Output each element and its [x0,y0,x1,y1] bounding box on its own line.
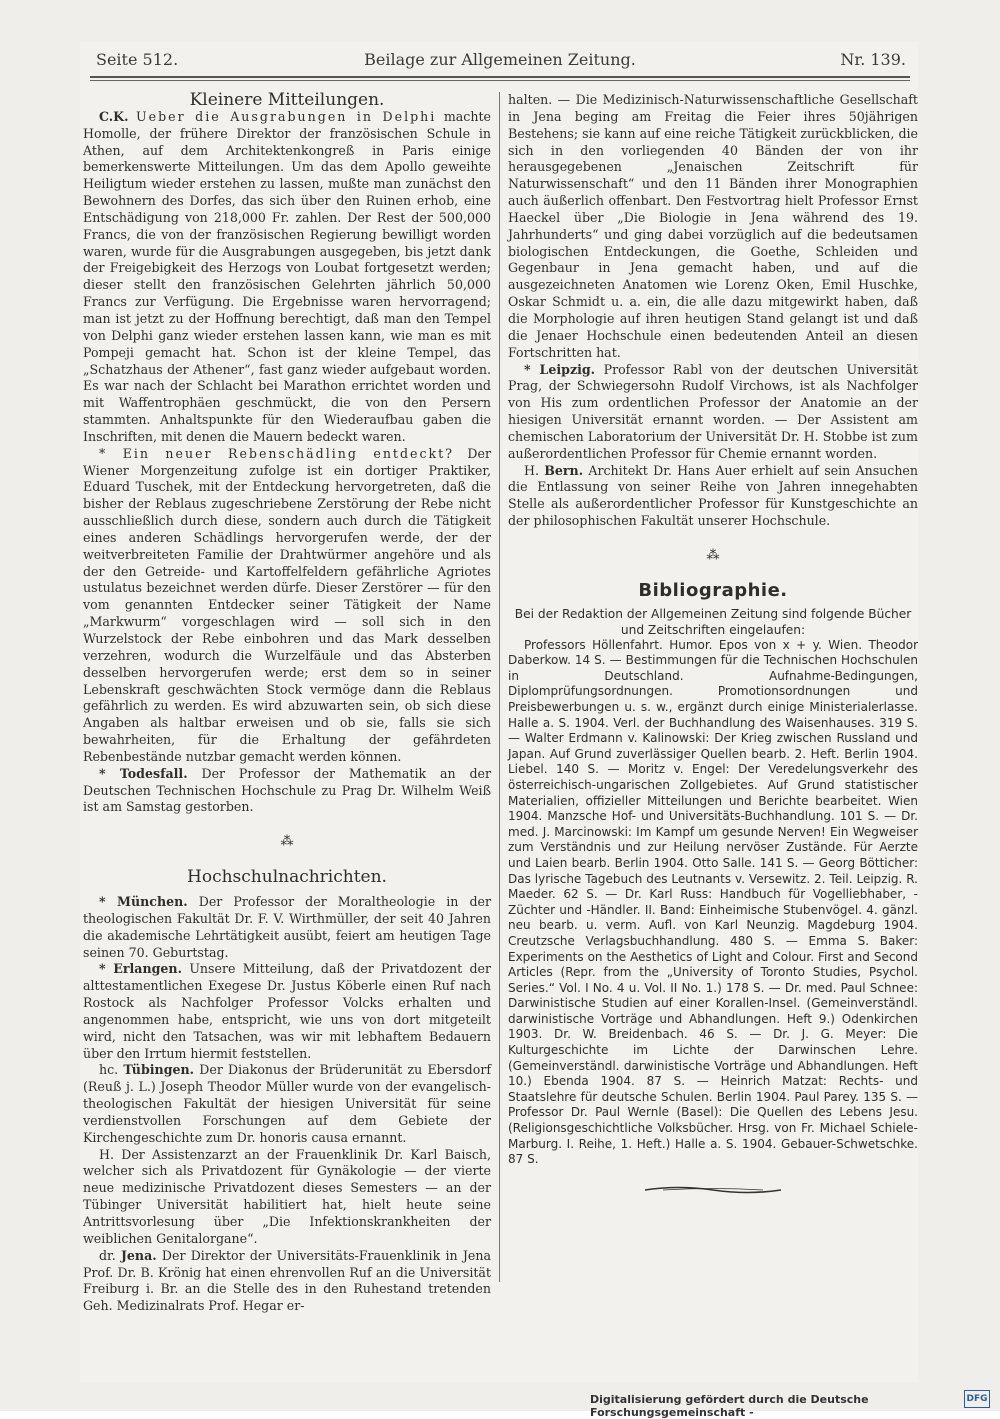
article-jena [83,1248,491,1315]
left-column [83,92,491,1315]
article-body: Der Wiener Morgenzeitung zufolge ist ein dortiger Praktiker, Eduard Tuschek, mit der Entdeckung hervorgetreten, daß die bisher der Reblaus zugeschriebene Zerstörung der Rebe nicht ausschließlich durch diese, sondern auch durch die Tätigkeit eines anderen Schädlings hervorgerufen werde, der der weitverbreiteten Familie der Drahtwürmer angehöre und als der den Getreide- und Kartoffelfeldern gefährliche Agriotes ustulatus bezeichnet werden dürfe. Dieser Zerstörer — für den vom genannten Entdecker seiner Tätigkeit der Name „Markwurm“ vorgeschlagen wird — soll sich in den Wurzelstock der Rebe einbohren und das Mark desselben verzehren, wodurch die Wurzelfäule und das Absterben desselben hervorgerufen werde; erst dem so in seiner Lebenskraft geschwächten Stock vermöge dann die Reblaus gefährlich zu werden. Es wird abzuwarten sein, ob sich diese Angaben als haltbar erweisen und ob sie, falls sie sich bewahrheiten, für die Erhaltung der gefährdeten Rebenbestände nutzbar gemacht werden können. [83,445,491,764]
article-erlangen [83,961,491,1062]
end-flourish-icon [643,1184,783,1196]
article-body: Architekt Dr. Hans Auer erhielt auf sein Ansuchen die Entlassung von seiner Reihe von Jahren innegehabten Stelle als außerordentlicher Professor für Kunstgeschichte an der philosophischen Fakultät unserer Hochschule. [508,462,918,529]
article-lead: * Todesfall. [99,765,188,781]
article-signature: C.K. [99,108,129,124]
article-signature: H. [524,462,539,478]
article-jena-continued: halten. — Die Medizinisch-Naturwissenschaftliche Gesellschaft in Jena beging am Freitag die Feier ihres 50jährigen Bestehens; sie kann auf eine reiche Tätigkeit zurückblicken, die sich in den vorliegenden 40 Bänden der von ihr herausgegebenen „Jenaischen Zeitschrift für Naturwissenschaft“ und den 11 Bänden ihrer Monographien auch äußerlich offenbart. Den Festvortrag hielt Professor Ernst Haeckel über „Die Biologie in Jena während des 19. Jahrhunderts“ und ging dabei vorzüglich auf die bedeutsamen biologischen Entdeckungen, die Goethe, Schleiden und Gegenbaur in Jena gemacht haben, und auf die ausgezeichneten Anatomen wie Lorenz Oken, Emil Huschke, Oskar Schmidt u. a. ein, die alle dazu mitgewirkt haben, daß die Morphologie auf ihren heutigen Stand gelangt ist und daß die Jenaer Hochschule einen bedeutenden Anteil an diesen Fortschritten hat. [508,92,918,360]
bibliographie-entries: Professors Höllenfahrt. Humor. Epos von x + y. Wien. Theodor Daberkow. 14 S. — Bestimmungen für die Technischen Hochschulen in Deutschland. Aufnahme-Bedingungen, Diplomprüfungsordnungen. Promotionsordnungen und Preisbewerbungen u. s. w., ergänzt durch einige Ministerialerlasse. Halle a. S. 1904. Verl. der Buchhandlung des Waisenhauses. 319 S. — Walter Erdmann v. Kalinowski: Der Krieg zwischen Russland und Japan. Auf Grund zuverlässiger Quellen bearb. 2. Heft. Berlin 1904. Liebel. 140 S. — Moritz v. Engel: Der Veredelungsverkehr des österreichisch-ungarischen Zollgebietes. Auf Grund statistischer Materialien, offizieller Mitteilungen und Berichte bearbeitet. Wien 1904. Manzsche Hof- und Universitäts-Buchhandlung. 101 S. — Dr. med. J. Marcinowski: Im Kampf um gesunde Nerven! Ein Wegweiser zum Verständnis und zur Heilung nervöser Zustände. Für Aerzte und Laien bearb. Berlin 1904. Otto Salle. 141 S. — Georg Bötticher: Das lyrische Tagebuch des Leutnants v. Versewitz. 2. Teil. Leipzig. R. Maeder. 62 S. — Dr. Karl Russ: Handbuch für Vogelliebhaber, -Züchter und -Händler. II. Band: Einheimische Stubenvögel. 4. gänzl. neu bearb. u. verm. Aufl. von Karl Neunzig. Magdeburg 1904. Creutzsche Verlagsbuchhandlung. 480 S. — Emma S. Baker: Experiments on the Aesthetics of Light and Colour. First and Second Articles (Repr. from the „University of Toronto Studies, Psychol. Series.“ Vol. I No. 4 u. Vol. II No. 1.) 178 S. — Dr. med. Paul Schnee: Darwinistische Studien auf einer Korallen-Insel. (Gemeinverständl. darwinistische Vorträge und Abhandlungen. Heft 9.) Odenkirchen 1903. Dr. W. Breidenbach. 46 S. — Dr. J. G. Meyer: Die Kulturgeschichte im Lichte der Darwinschen Lehre. (Gemeinverständl. darwinistische Vorträge und Abhandlungen. Heft 10.) Ebenda 1904. 87 S. — Heinrich Matzat: Rechts- und Staatslehre für deutsche Schulen. Berlin 1904. Paul Parey. 135 S. — Professor Dr. Paul Wernle (Basel): Die Quellen des Lebens Jesu. (Religionsgeschichtliche Volksbücher. Hrsg. von Fr. Michael Schiele-Marburg. I. Reihe, 1. Heft.) Halle a. S. 1904. Gebauer-Schwetschke. 87 S. [508,637,918,1167]
article-body: Der Professor der Moraltheologie in der theologischen Fakultät Dr. F. V. Wirthmüller, der seit 40 Jahren die akademische Lehrtätigkeit ausübt, feiert am heutigen Tage seinen 70. Geburtstag. [83,893,491,960]
article-tuebingen-1 [83,1062,491,1146]
right-column [508,92,918,1196]
article-reblaus [83,446,491,766]
column-divider [499,92,500,1282]
article-body: Professor Rabl von der deutschen Universität Prag, der Schwiegersohn Rudolf Virchows, ist als Nachfolger von His zum ordentlichen Professor der Anatomie an der hiesigen Universität ernannt worden. — Der Assistent am chemischen Laboratorium der Universität Dr. H. Stobbe ist zum außerordentlichen Professor für Chemie ernannt worden. [508,361,918,461]
article-signature: hc. [99,1062,119,1078]
article-body: Der Professor der Mathematik an der Deutschen Technischen Hochschule zu Prag Dr. Wilhelm Weiß ist am Samstag gestorben. [83,765,491,815]
article-signature: dr. [99,1247,116,1263]
article-bern [508,463,918,530]
article-body: Der Direktor der Universitäts-Frauenklinik in Jena Prof. Dr. B. Krönig hat einen ehrenvollen Ruf an die Universität Freiburg i. Br. an die Stelle des in den Ruhestand tretenden Geh. Medizinalrats Prof. Hegar er- [83,1247,491,1314]
article-lead: * Leipzig. [524,361,596,377]
article-lead: Bern. [544,462,584,478]
article-lead: * Erlangen. [99,961,182,977]
article-delphi [83,109,491,446]
bibliographie-intro: Bei der Redaktion der Allgemeinen Zeitung sind folgende Bücher und Zeitschriften eingelaufen: [514,606,912,637]
article-leipzig [508,362,918,463]
article-lead: Jena. [120,1247,157,1263]
article-tuebingen-2 [83,1147,491,1248]
article-body: machte Homolle, der frühere Direktor der französischen Schule in Athen, auf dem Architektenkongreß in Paris einige bemerkenswerte Mitteilungen. Um das dem Apollo geweihte Heiligtum wieder erstehen zu lassen, mußte man zunächst den Bewohnern des Dorfes, das sich über den Ruinen erhob, eine Entschädigung von 218,000 Fr. zahlen. Der Rest der 500,000 Francs, die von der französischen Regierung bewilligt worden waren, wurde für die Ausgrabungen ausgegeben, bis jetzt dank der Freigebigkeit des Herzogs von Loubat fortgesetzt werden; dieser stellt den französischen Gelehrten jährlich 50,000 Francs zur Verfügung. Die Ergebnisse waren hervorragend; man ist jetzt zu der Hoffnung berechtigt, daß man den Tempel von Delphi ganz wieder erstehen lassen kann, wie man es mit Pompeji gemacht hat. Schon ist der kleine Tempel, das „Schatzhaus der Athener“, fast ganz wieder aufgebaut worden. Es war nach der Schlacht bei Marathon errichtet worden und mit Waffentrophäen geschmückt, die von den Persern stammten. Anhaltspunkte für den Wiederaufbau gaben die Inschriften, mit denen die Mauern bedeckt waren. [83,108,491,444]
article-body: Unsere Mitteilung, daß der Privatdozent der alttestamentlichen Exegese Dr. Justus Köberle einen Ruf nach Rostock als Nachfolger Professor Volcks erhalten und angenommen habe, entspricht, wie uns von dort mitgeteilt wird, nicht den Tatsachen, was wir mit lebhaftem Bedauern über den Irrtum hiermit feststellen. [83,961,491,1061]
article-lead: Tübingen. [123,1062,195,1078]
article-lead: * Ein neuer Rebenschädling entdeckt? [99,445,454,461]
dfg-logo: DFG [964,1390,990,1408]
section-title-mitteilungen: Kleinere Mitteilungen. [189,90,385,110]
article-signature: H. [99,1146,114,1162]
article-lead: Ueber die Ausgrabungen in Delphi [136,108,437,124]
header-rule [90,76,910,78]
article-muenchen [83,894,491,961]
header-rule-thin [90,80,910,81]
section-title-bibliographie: Bibliographie. [638,579,788,601]
footer-credit: Digitalisierung gefördert durch die Deutsche Forschungsgemeinschaft - [590,1393,869,1419]
article-body: Der Diakonus der Brüderunität zu Ebersdorf (Reuß j. L.) Joseph Theodor Müller wurde von der evangelisch-theologischen Fakultät der hiesigen Universität für seine verdienstvollen Forschungen auf dem Gebiete der Kirchengeschichte zum Dr. honoris causa ernannt. [83,1062,492,1145]
newspaper-title: Beilage zur Allgemeinen Zeitung. [364,50,636,69]
section-title-hochschul: Hochschulnachrichten. [187,867,387,888]
ornament: ⁂ [706,547,720,563]
article-body: Der Assistenzarzt an der Frauenklinik Dr. Karl Baisch, welcher sich als Privatdozent für Gynäkologie — der vierte neue medizinische Privatdozent dieses Semesters — an der Tübinger Universität habilitiert hat, hielt heute seine Antrittsvorlesung über „Die Infektionskrankheiten der weiblichen Genitalorgane“. [83,1146,491,1246]
bibliographie-list [508,638,918,1168]
ornament: ⁂ [280,834,294,850]
article-lead: * München. [99,893,188,909]
article-todesfall [83,766,491,817]
page-number: Seite 512. [96,50,179,69]
issue-number: Nr. 139. [840,50,906,69]
